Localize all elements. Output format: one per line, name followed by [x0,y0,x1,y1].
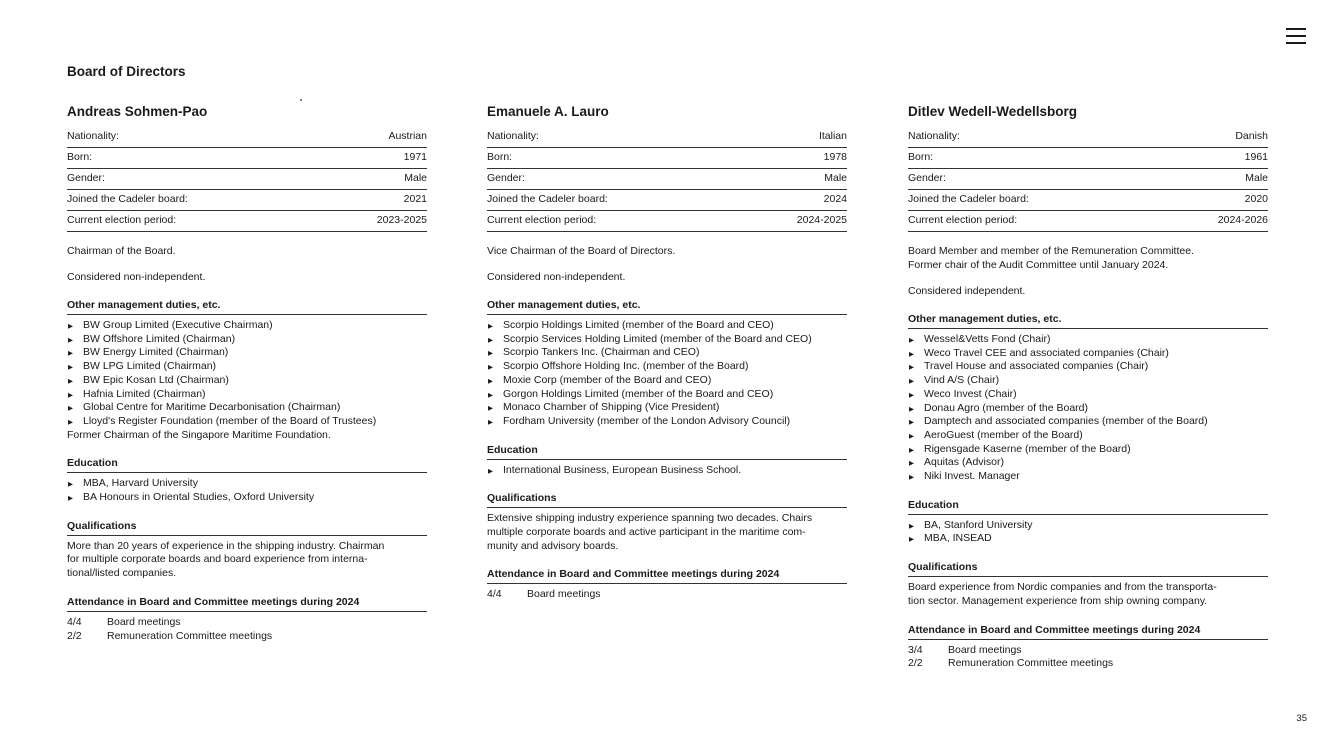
qualifications-line: tional/listed companies. [67,567,177,580]
fact-value: Male [404,172,427,184]
director-name: Emanuele A. Lauro [487,104,609,119]
fact-value: 2024-2025 [796,214,847,226]
duties-list [908,333,1268,484]
qualifications-line: multiple corporate boards and active participant in the maritime com- [487,526,806,539]
list-item: ▶ Scorpio Offshore Holding Inc. (member of the Board) [487,360,847,374]
facts-table [908,128,1268,232]
page-number: 35 [1296,713,1307,724]
list-item: ▶ MBA, INSEAD [908,532,1268,546]
list-item: ▶ Donau Agro (member of the Board) [908,402,1268,416]
role-description [487,244,847,258]
qualifications-line: Extensive shipping industry experience spanning two decades. Chairs [487,512,813,525]
fact-row-nationality [908,128,1268,148]
list-item: ▶ Scorpio Holdings Limited (member of the Board and CEO) [487,319,847,333]
qualifications-text [67,540,427,581]
other-duties-heading: Other management duties, etc. [67,298,427,315]
list-item: ▶ Gorgon Holdings Limited (member of the Board and CEO) [487,388,847,402]
list-item: ▶ Weco Invest (Chair) [908,388,1268,402]
fact-value: Danish [1235,130,1268,142]
role-description [908,244,1268,272]
fact-label: Joined the Cadeler board: [487,193,608,205]
role-line: Board Member and member of the Remuneration Committee. [908,245,1194,257]
fact-row-born [908,149,1268,169]
other-duties-heading: Other management duties, etc. [487,298,847,315]
role-line: Vice Chairman of the Board of Directors. [487,245,676,257]
list-item: ▶ Rigensgade Kaserne (member of the Board) [908,443,1268,457]
education-heading: Education [67,456,427,473]
fact-row-joined [908,191,1268,211]
attendance-fraction: 2/2 [67,629,82,642]
list-item: ▶ Wessel&Vetts Fond (Chair) [908,333,1268,347]
qualifications-heading: Qualifications [908,560,1268,577]
list-item: ▶ Niki Invest. Manager [908,470,1268,484]
list-item: ▶ BW Epic Kosan Ltd (Chairman) [67,374,427,388]
fact-value: 1971 [403,151,427,163]
fact-row-election [908,212,1268,232]
qualifications-text [487,512,847,553]
attendance-label: Remuneration Committee meetings [107,629,273,642]
fact-label: Nationality: [908,130,960,142]
director-profile [487,104,847,602]
fact-row-nationality [487,128,847,148]
attendance-heading: Attendance in Board and Committee meetings during 2024 [67,595,427,612]
facts-table [487,128,847,232]
fact-label: Born: [67,151,93,163]
list-item: ▶ Lloyd's Register Foundation (member of the Board of Trustees) [67,415,427,429]
list-item: ▶ Damptech and associated companies (member of the Board) [908,415,1268,429]
qualifications-line: More than 20 years of experience in the shipping industry. Chairman [67,539,385,552]
duties-list [67,319,427,429]
page-title: Board of Directors [67,64,186,79]
fact-value: Male [1245,172,1268,184]
fact-row-gender [67,170,427,190]
fact-label: Current election period: [67,214,177,226]
director-profile [67,104,427,643]
education-list [67,477,427,504]
fact-label: Born: [487,151,513,163]
fact-row-born [67,149,427,169]
role-line: Former chair of the Audit Committee until January 2024. [908,259,1169,271]
role-line: Chairman of the Board. [67,245,176,257]
qualifications-line: Board experience from Nordic companies and from the transporta- [908,581,1217,594]
fact-value: Italian [818,130,847,142]
attendance-heading: Attendance in Board and Committee meetings during 2024 [487,567,847,584]
attendance-row [67,630,427,644]
attendance-fraction: 4/4 [487,588,502,601]
attendance-heading: Attendance in Board and Committee meetings during 2024 [908,623,1268,640]
fact-value: 2024 [823,193,847,205]
education-list [908,519,1268,546]
list-item: ▶ Scorpio Tankers Inc. (Chairman and CEO) [487,346,847,360]
list-item: ▶ Scorpio Services Holding Limited (member of the Board and CEO) [487,333,847,347]
fact-row-born [487,149,847,169]
education-heading: Education [487,443,847,460]
list-item: ▶ International Business, European Business School. [487,464,847,478]
fact-value: 2024-2026 [1217,214,1268,226]
list-item: ▶ Vind A/S (Chair) [908,374,1268,388]
fact-value: Male [824,172,847,184]
attendance-fraction: 2/2 [908,657,923,670]
attendance-label: Remuneration Committee meetings [948,657,1114,670]
list-item: ▶ BW Energy Limited (Chairman) [67,346,427,360]
list-item: ▶ Monaco Chamber of Shipping (Vice President) [487,401,847,415]
list-item: ▶ Global Centre for Maritime Decarbonisation (Chairman) [67,401,427,415]
fact-label: Nationality: [487,130,539,142]
fact-label: Nationality: [67,130,119,142]
list-item: ▶ BW Offshore Limited (Chairman) [67,333,427,347]
list-item: ▶ Travel House and associated companies (Chair) [908,360,1268,374]
list-item: ▶ AeroGuest (member of the Board) [908,429,1268,443]
education-list [487,464,847,478]
fact-row-joined [67,191,427,211]
fact-value: 2021 [403,193,427,205]
list-item: ▶ BW Group Limited (Executive Chairman) [67,319,427,333]
facts-table [67,128,427,232]
qualifications-line: munity and advisory boards. [487,539,619,552]
list-item: ▶ Fordham University (member of the London Advisory Council) [487,415,847,429]
list-item: ▶ BW LPG Limited (Chairman) [67,360,427,374]
fact-value: 1978 [823,151,847,163]
education-heading: Education [908,498,1268,515]
fact-value: 2023-2025 [376,214,427,226]
duties-list [487,319,847,429]
director-name: Ditlev Wedell-Wedellsborg [908,104,1078,119]
fact-label: Current election period: [487,214,597,226]
fact-value: 1961 [1244,151,1268,163]
attendance-label: Board meetings [527,588,601,601]
list-item: ▶ BA Honours in Oriental Studies, Oxford University [67,491,427,505]
director-profile [908,104,1268,671]
fact-label: Current election period: [908,214,1018,226]
qualifications-text [908,581,1268,608]
fact-row-joined [487,191,847,211]
hamburger-menu-icon[interactable] [1286,28,1306,46]
qualifications-line: for multiple corporate boards and board experience from interna- [67,553,368,566]
fact-label: Born: [908,151,934,163]
fact-row-election [487,212,847,232]
attendance-fraction: 4/4 [67,615,82,628]
fact-row-nationality [67,128,427,148]
qualifications-heading: Qualifications [67,519,427,536]
fact-value: 2020 [1244,193,1268,205]
attendance-row [908,657,1268,671]
fact-row-election [67,212,427,232]
fact-label: Joined the Cadeler board: [67,193,188,205]
independence-status: Considered independent. [908,285,1026,297]
attendance-label: Board meetings [948,643,1022,656]
director-name: Andreas Sohmen-Pao [67,104,208,119]
attendance-row [487,588,847,602]
fact-row-gender [908,170,1268,190]
attendance-fraction: 3/4 [908,643,923,656]
decorative-dot [300,99,302,101]
duties-note: Former Chairman of the Singapore Maritime Foundation. [67,428,331,441]
role-description [67,244,427,258]
fact-value: Austrian [388,130,427,142]
fact-label: Gender: [67,172,105,184]
fact-label: Joined the Cadeler board: [908,193,1029,205]
fact-row-gender [487,170,847,190]
list-item: ▶ MBA, Harvard University [67,477,427,491]
attendance-row [67,616,427,630]
independence-status: Considered non-independent. [67,271,206,283]
list-item: ▶ Aquitas (Advisor) [908,456,1268,470]
qualifications-heading: Qualifications [487,491,847,508]
attendance-row [908,644,1268,658]
fact-label: Gender: [487,172,525,184]
list-item: ▶ BA, Stanford University [908,519,1268,533]
list-item: ▶ Hafnia Limited (Chairman) [67,388,427,402]
fact-label: Gender: [908,172,946,184]
attendance-label: Board meetings [107,615,181,628]
list-item: ▶ Weco Travel CEE and associated companies (Chair) [908,347,1268,361]
list-item: ▶ Moxie Corp (member of the Board and CEO) [487,374,847,388]
independence-status: Considered non-independent. [487,271,626,283]
other-duties-heading: Other management duties, etc. [908,312,1268,329]
qualifications-line: tion sector. Management experience from ship owning company. [908,594,1208,607]
